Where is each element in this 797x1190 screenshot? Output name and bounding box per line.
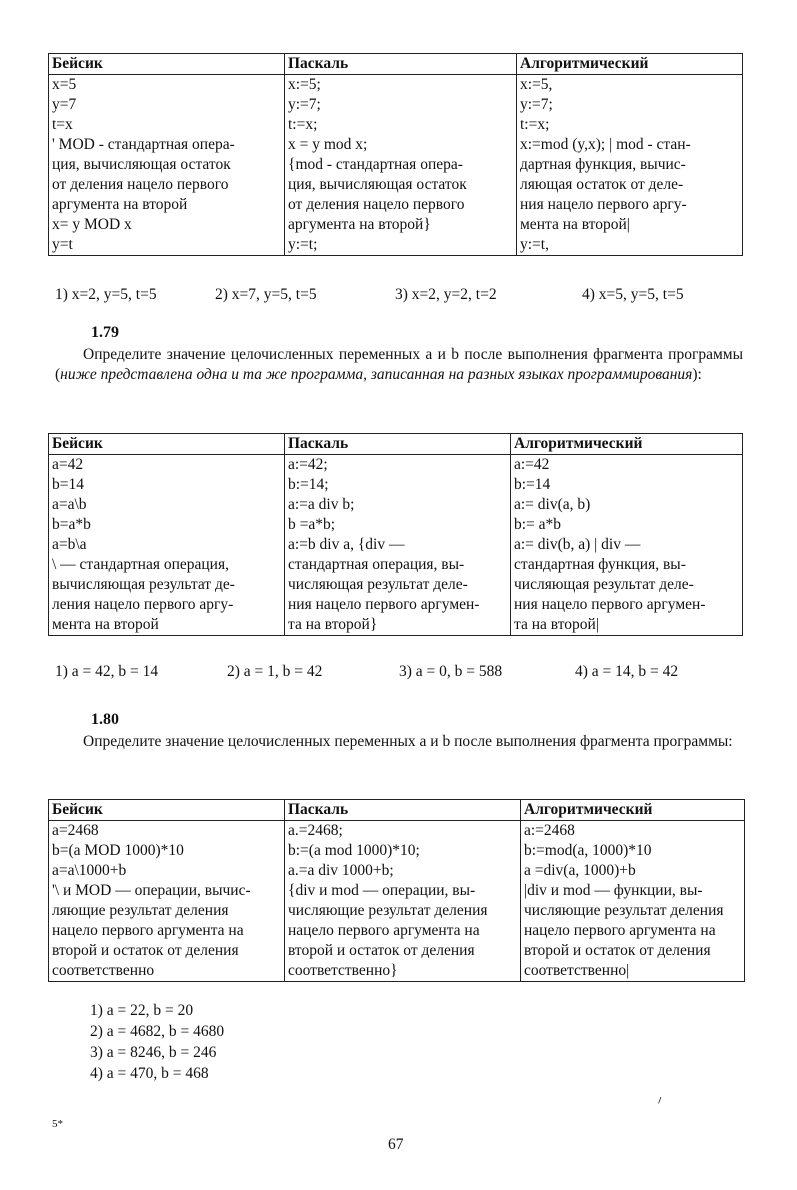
basic-code: [49, 455, 285, 636]
answer-option: 2) a = 1, b = 42: [227, 663, 323, 680]
code-line: b=a*b: [52, 516, 91, 533]
task-text-1-80: Определите значение целочисленных переменных a и b после выполнения фрагмента программы:: [83, 733, 733, 750]
header-algo: Алгоритмический: [521, 800, 745, 821]
code-line: a=a\b: [52, 496, 87, 513]
code-line: x:=mod (y,x); | mod - стан-: [520, 136, 691, 153]
code-line: b:=14: [514, 476, 551, 493]
code-line: a =div(a, 1000)+b: [524, 862, 636, 879]
code-line: b =a*b;: [288, 516, 336, 533]
code-line: a.=a div 1000+b;: [288, 862, 394, 879]
code-line: b:=14;: [288, 476, 329, 493]
code-line: та на второй}: [288, 616, 378, 633]
footnote-signature: 5*: [52, 1118, 63, 1130]
code-line: второй и остаток от деления: [288, 942, 475, 959]
answer-option: 3) a = 0, b = 588: [399, 663, 503, 680]
code-line: аргумента на второй}: [288, 216, 431, 233]
code-line: нацело первого аргумента на: [288, 922, 480, 939]
code-line: b=14: [52, 476, 84, 493]
pascal-code: [285, 821, 521, 982]
code-line: t=x: [52, 116, 73, 133]
code-line: {div и mod — операции, вы-: [288, 882, 476, 899]
pascal-code: [285, 455, 511, 636]
code-line: x:=5;: [288, 76, 321, 93]
code-line: второй и остаток от деления: [52, 942, 239, 959]
code-line: y:=t;: [288, 236, 318, 253]
algo-code: [517, 75, 743, 256]
code-line: b:= a*b: [514, 516, 562, 533]
code-line: от деления нацело первого: [288, 196, 465, 213]
code-line: a.=2468;: [288, 822, 343, 839]
pencil-mark-icon: ⸝: [652, 1090, 666, 1107]
code-line: ' MOD - стандартная опера-: [52, 136, 235, 153]
code-line: ления нацело первого аргу-: [52, 596, 234, 613]
basic-code: [49, 75, 285, 256]
code-line: мента на второй: [52, 616, 159, 633]
header-basic: Бейсик: [49, 54, 285, 75]
task-number-1-80: 1.80: [91, 711, 119, 728]
code-line: {mod - стандартная опера-: [288, 156, 463, 173]
task-text-plain: Определите значение целочисленных переменных a и b после выполнения фрагмента программы (: [55, 346, 743, 383]
page-number: 67: [388, 1136, 404, 1153]
code-line: дартная функция, вычис-: [520, 156, 686, 173]
code-line: ция, вычисляющая остаток: [52, 156, 231, 173]
code-line: x = y mod x;: [288, 136, 368, 153]
code-line: b:=(a mod 1000)*10;: [288, 842, 420, 859]
code-line: ляющая остаток от деле-: [520, 176, 684, 193]
answer-option: 2) a = 4682, b = 4680: [90, 1023, 225, 1040]
header-basic: Бейсик: [49, 434, 285, 455]
code-line: a:=a div b;: [288, 496, 355, 513]
code-table-1: [48, 53, 743, 256]
code-line: b:=mod(a, 1000)*10: [524, 842, 652, 859]
code-line: a:=2468: [524, 822, 575, 839]
header-pascal: Паскаль: [285, 800, 521, 821]
code-line: a:= div(a, b): [514, 496, 591, 513]
code-line: y:=7;: [520, 96, 553, 113]
code-line: |div и mod — функции, вы-: [524, 882, 703, 899]
code-line: стандартная операция, вы-: [288, 556, 465, 573]
code-line: a:=42: [514, 456, 550, 473]
answer-option: 4) a = 14, b = 42: [575, 663, 679, 680]
code-line: от деления нацело первого: [52, 176, 229, 193]
code-line: x= y MOD x: [52, 216, 132, 233]
code-line: числяющая результат деле-: [288, 576, 468, 593]
code-line: y=7: [52, 96, 77, 113]
pascal-code: [285, 75, 517, 256]
code-line: нацело первого аргумента на: [524, 922, 716, 939]
code-line: t:=x;: [520, 116, 550, 133]
answer-option: 4) a = 470, b = 468: [90, 1065, 209, 1082]
answer-option: 1) x=2, y=5, t=5: [55, 286, 157, 303]
code-line: нацело первого аргумента на: [52, 922, 244, 939]
code-line: x=5: [52, 76, 77, 93]
header-algo: Алгоритмический: [511, 434, 743, 455]
code-line: y=t: [52, 236, 73, 253]
code-line: '\ и MOD — операции, вычис-: [52, 882, 251, 899]
code-line: \ — стандартная операция,: [52, 556, 229, 573]
answer-option: 4) x=5, y=5, t=5: [582, 286, 684, 303]
code-line: ния нацело первого аргу-: [520, 196, 687, 213]
code-line: y:=7;: [288, 96, 321, 113]
code-line: числяющие результат деления: [524, 902, 724, 919]
code-line: a=2468: [52, 822, 99, 839]
header-pascal: Паскаль: [285, 54, 517, 75]
code-line: a:=42;: [288, 456, 328, 473]
code-table-3: [48, 799, 745, 982]
code-line: ляющие результат деления: [52, 902, 229, 919]
task-text-italic: ниже представлена одна и та же программа, записанная на разных языках программирования: [60, 366, 693, 383]
code-line: ция, вычисляющая остаток: [288, 176, 467, 193]
code-line: a:= div(b, a) | div —: [514, 536, 641, 553]
algo-code: [521, 821, 745, 982]
code-line: стандартная функция, вы-: [514, 556, 686, 573]
code-line: та на второй|: [514, 616, 599, 633]
header-basic: Бейсик: [49, 800, 285, 821]
answer-option: 2) x=7, y=5, t=5: [215, 286, 317, 303]
code-line: аргумента на второй: [52, 196, 188, 213]
code-line: a=42: [52, 456, 84, 473]
code-line: a=b\a: [52, 536, 87, 553]
code-line: числяющая результат деле-: [514, 576, 694, 593]
code-line: соответственно: [52, 962, 155, 979]
basic-code: [49, 821, 285, 982]
code-line: вычисляющая результат де-: [52, 576, 235, 593]
code-line: t:=x;: [288, 116, 318, 133]
code-line: соответственно}: [288, 962, 398, 979]
algo-code: [511, 455, 743, 636]
code-table-2: [48, 433, 743, 636]
answer-option: 3) x=2, y=2, t=2: [395, 286, 497, 303]
answer-option: 1) a = 22, b = 20: [90, 1002, 194, 1019]
answer-options-3: [90, 1000, 224, 1084]
code-line: ния нацело первого аргумен-: [514, 596, 706, 613]
task-text-end: ):: [692, 366, 702, 383]
code-line: второй и остаток от деления: [524, 942, 711, 959]
header-pascal: Паскаль: [285, 434, 511, 455]
answer-option: 1) a = 42, b = 14: [55, 663, 159, 680]
code-line: ния нацело первого аргумен-: [288, 596, 480, 613]
task-text-1-79: [55, 345, 743, 385]
code-line: мента на второй|: [520, 216, 630, 233]
task-number-1-79: 1.79: [91, 324, 119, 341]
header-algo: Алгоритмический: [517, 54, 743, 75]
code-line: y:=t,: [520, 236, 549, 253]
code-line: соответственно|: [524, 962, 630, 979]
code-line: a=a\1000+b: [52, 862, 127, 879]
code-line: b=(a MOD 1000)*10: [52, 842, 184, 859]
code-line: x:=5,: [520, 76, 553, 93]
code-line: a:=b div a, {div —: [288, 536, 405, 553]
answer-option: 3) a = 8246, b = 246: [90, 1044, 217, 1061]
code-line: числяющие результат деления: [288, 902, 488, 919]
